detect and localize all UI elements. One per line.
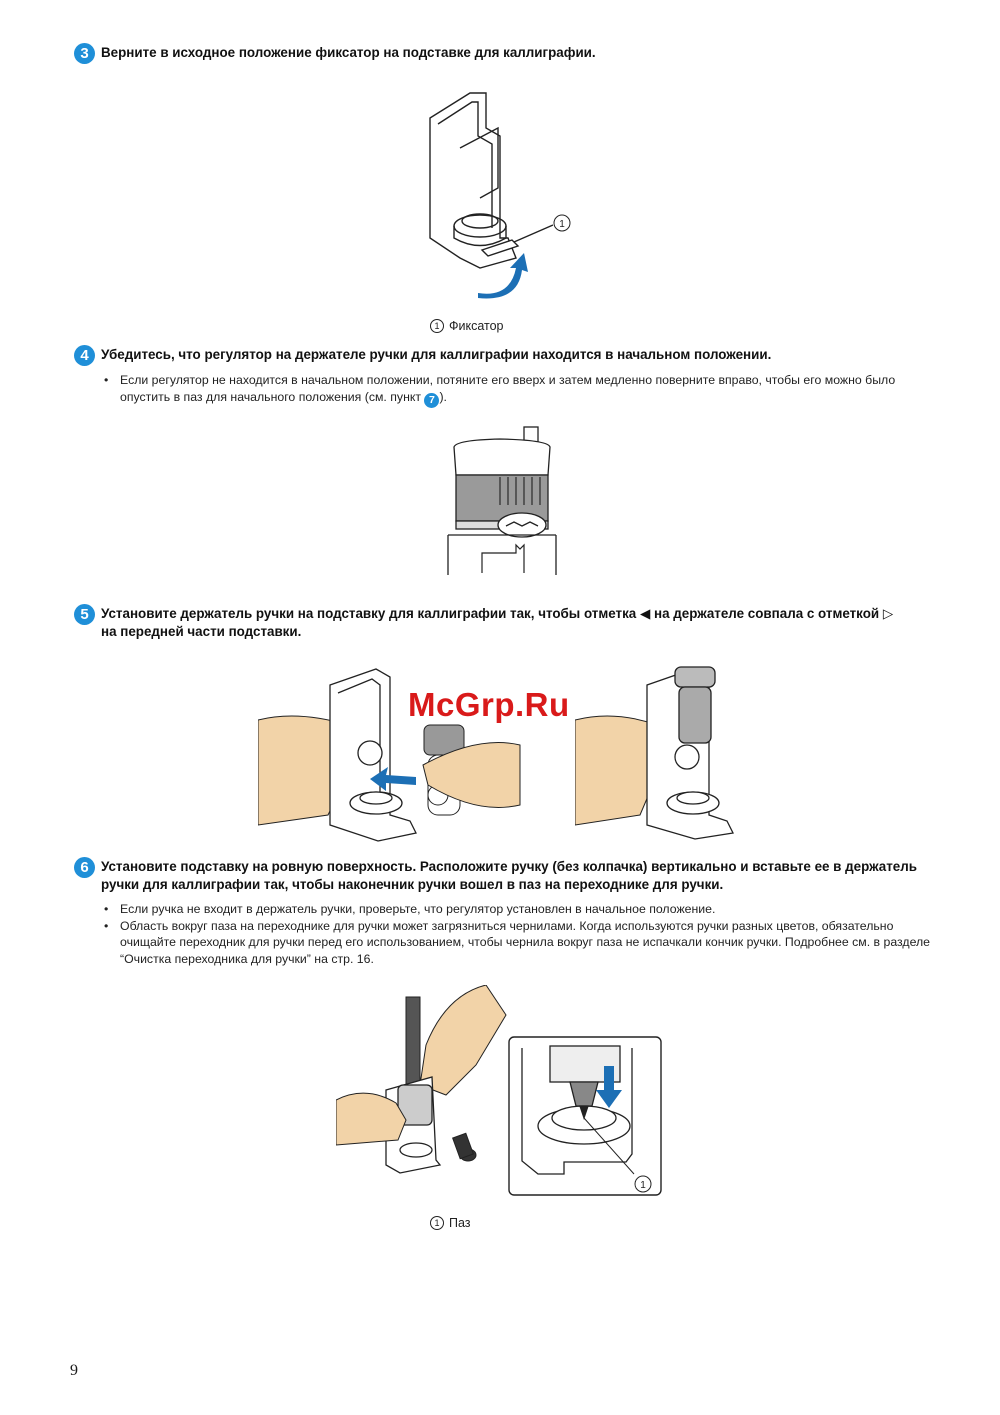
figure-inserting-pen <box>336 985 516 1180</box>
bullet-item: • Если ручка не входит в держатель ручки, проверьте, что регулятор установлен в начальное положение. <box>102 901 934 918</box>
bullet-item: • Область вокруг паза на переходнике для ручки может загрязниться чернилами. Когда используются ручки разных цветов, обязательно очищайте переходник для ручки перед его использованием, чтобы чернила вокруг паза не испачкали кончик ручки. Подробнее см. в разделе “Очистка переходника для ручки” на стр. 16. <box>102 918 934 968</box>
caption-number: 1 <box>430 319 444 333</box>
step-title: Убедитесь, что регулятор на держателе ручки для каллиграфии находится в начальном положении. <box>101 347 772 362</box>
figure-holder-placed <box>575 665 740 840</box>
page-number: 9 <box>70 1362 78 1379</box>
figure-pen-holder-dial <box>440 425 570 575</box>
callout-number: 1 <box>559 219 565 230</box>
bullet-item <box>102 372 934 408</box>
bullet-text-end: ). <box>439 389 447 404</box>
step-6 <box>74 858 934 967</box>
step-reference-badge: 7 <box>424 393 439 408</box>
step-title: Верните в исходное положение фиксатор на подставке для каллиграфии. <box>101 45 596 60</box>
step-title-line-1: Установите подставку на ровную поверхность. Расположите ручку (без колпачка) вертикально и вставьте ее в держатель <box>101 859 917 874</box>
caption-text: Паз <box>449 1216 471 1230</box>
step-title-line-2: ручки для каллиграфии так, чтобы наконечник ручки вошел в паз на переходнике для ручки. <box>101 877 724 892</box>
step-number-badge: 4 <box>74 345 95 366</box>
step-4 <box>74 346 934 408</box>
step-number-badge: 6 <box>74 857 95 878</box>
step-number-badge: 5 <box>74 604 95 625</box>
callout-number: 1 <box>640 1180 646 1191</box>
caption-text: Фиксатор <box>449 319 504 333</box>
figure-detail-inset <box>508 1036 662 1196</box>
step-number-badge: 3 <box>74 43 95 64</box>
figure-caption <box>430 1216 471 1230</box>
figure-stand-latch <box>420 88 590 303</box>
bullet-text: Если регулятор не находится в начальном положении, потяните его вверх и затем медленно поверните вправо, чтобы его можно было опустить в паз для начального положения (см. пункт <box>120 373 896 404</box>
figure-caption <box>430 319 504 333</box>
step-title-line-1: Установите держатель ручки на подставку для каллиграфии так, чтобы отметка ◀ на держателе совпала с отметкой ▷ <box>101 606 894 621</box>
caption-number: 1 <box>430 1216 444 1230</box>
step-5 <box>74 605 934 641</box>
step-3 <box>74 44 934 64</box>
step-title-line-2: на передней части подставки. <box>101 624 302 639</box>
watermark: McGrp.Ru <box>408 686 570 723</box>
